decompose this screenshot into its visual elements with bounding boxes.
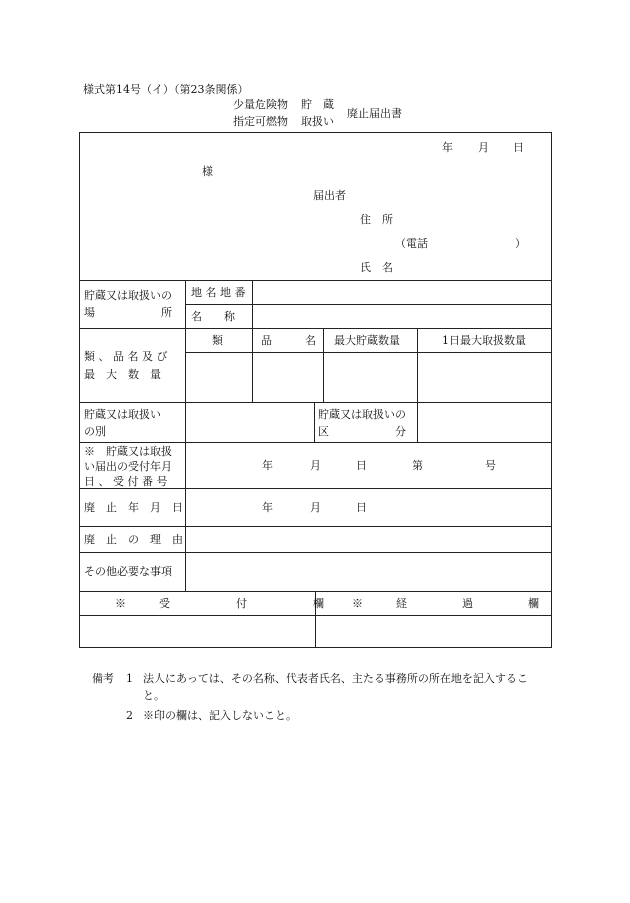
- kind-sep-label-2: の別: [84, 425, 106, 438]
- col-daily-header: 1日最大取扱数量: [442, 334, 526, 347]
- phone-close: ）: [515, 237, 526, 250]
- col-item-header: 品 名: [261, 334, 316, 347]
- rule: [79, 488, 552, 489]
- receipt-go: 号: [485, 459, 496, 472]
- abolish-month: 月: [310, 501, 321, 514]
- receipt-day: 日: [356, 459, 367, 472]
- receipt-year: 年: [262, 459, 273, 472]
- location-label-1: 貯蔵又は取扱いの: [84, 289, 172, 302]
- note-1-text-cont: と。: [143, 689, 165, 702]
- form-number: 様式第14号（イ）（第23条関係）: [83, 83, 249, 96]
- abolish-year: 年: [262, 501, 273, 514]
- address-label: 住 所: [360, 213, 393, 226]
- addressee-suffix: 様: [202, 165, 213, 178]
- note-2-text: ※印の欄は、記入しないこと。: [143, 709, 297, 722]
- receipt-no: 第: [412, 459, 423, 472]
- note-1-num: 1: [126, 672, 133, 685]
- col-max-header: 最大貯蔵数量: [334, 334, 400, 347]
- progress-column-header: ※ 経 過 欄: [352, 597, 539, 610]
- date-year: 年: [442, 141, 453, 154]
- note-2-num: 2: [126, 709, 133, 722]
- phone-open: （電話: [395, 237, 428, 250]
- title-type-upper: 少量危険物: [233, 98, 288, 111]
- rule: [323, 328, 324, 402]
- rule: [79, 328, 552, 329]
- notes-head: 備考: [92, 672, 114, 685]
- title-op-upper: 貯 蔵: [301, 98, 334, 111]
- name-label: 氏 名: [360, 261, 393, 274]
- abolish-day: 日: [356, 501, 367, 514]
- rule: [79, 280, 552, 281]
- abolish-date-label: 廃 止 年 月 日: [84, 501, 183, 514]
- rule: [417, 328, 418, 402]
- rule: [185, 352, 552, 353]
- title-type-lower: 指定可燃物: [233, 115, 288, 128]
- col-class-header: 類: [212, 334, 223, 347]
- date-day: 日: [513, 141, 524, 154]
- location-label-2: 場 所: [84, 306, 172, 319]
- address-number-label: 地 名 地 番: [191, 286, 246, 299]
- rule: [79, 526, 552, 527]
- title-suffix: 廃止届出書: [347, 107, 402, 120]
- receipt-label-1: ※ 貯蔵又は取扱: [84, 445, 172, 458]
- rule: [79, 442, 552, 443]
- title-op-lower: 取扱い: [301, 115, 334, 128]
- division-label-1: 貯蔵又は取扱いの: [318, 408, 406, 421]
- kind-label-2: 最 大 数 量: [84, 368, 161, 381]
- rule: [314, 402, 315, 442]
- note-1-text: 法人にあっては、その名称、代表者氏名、主たる事務所の所在地を記入するこ: [143, 672, 528, 685]
- rule: [185, 280, 186, 591]
- reception-column-header: ※ 受 付 欄: [115, 597, 324, 610]
- kind-sep-label-1: 貯蔵又は取扱い: [84, 408, 161, 421]
- rule: [417, 402, 418, 442]
- receipt-label-3: 日 、 受 付 番 号: [84, 475, 168, 488]
- receipt-label-2: い届出の受付年月: [84, 460, 172, 473]
- division-label-2: 区 分: [318, 425, 406, 438]
- abolish-reason-label: 廃 止 の 理 由: [84, 533, 183, 546]
- receipt-month: 月: [310, 459, 321, 472]
- rule: [252, 328, 253, 402]
- rule: [185, 304, 552, 305]
- rule: [79, 402, 552, 403]
- date-month: 月: [478, 141, 489, 154]
- place-name-label: 名 称: [191, 310, 235, 323]
- other-label: その他必要な事項: [84, 565, 172, 578]
- notifier-label: 届出者: [313, 189, 346, 202]
- rule: [252, 280, 253, 328]
- rule: [79, 552, 552, 553]
- kind-label-1: 類 、 品 名 及 び: [84, 350, 168, 363]
